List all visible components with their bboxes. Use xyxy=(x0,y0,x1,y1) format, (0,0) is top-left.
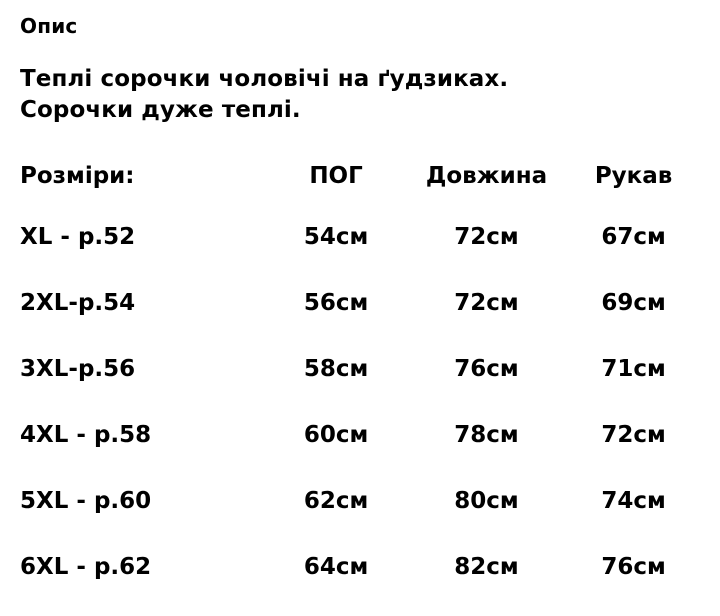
table-row xyxy=(18,402,702,468)
row-chest: 64см xyxy=(303,554,369,581)
intro-paragraph xyxy=(20,64,702,126)
table-row xyxy=(18,270,702,336)
row-chest: 62см xyxy=(303,488,369,515)
row-size: 3XL-р.56 xyxy=(20,356,136,383)
row-size: XL - р.52 xyxy=(20,224,136,251)
table-header-chest: ПОГ xyxy=(309,163,363,190)
row-sleeve: 71см xyxy=(601,356,666,383)
table-header-length: Довжина xyxy=(425,163,548,190)
intro-line-1: Теплі сорочки чоловічі на ґудзиках. xyxy=(20,66,509,92)
row-chest: 56см xyxy=(303,290,369,317)
table-header-sleeve: Рукав xyxy=(594,163,673,190)
row-chest: 54см xyxy=(303,224,369,251)
row-chest: 60см xyxy=(303,422,369,449)
intro-line-2: Сорочки дуже теплі. xyxy=(20,97,301,124)
row-size: 2XL-р.54 xyxy=(20,290,136,317)
row-size: 5XL - р.60 xyxy=(20,488,152,515)
row-size: 6XL - р.62 xyxy=(20,554,152,581)
row-length: 80см xyxy=(454,488,519,515)
row-size: 4XL - р.58 xyxy=(20,422,152,449)
table-header-sizes: Розміри: xyxy=(20,163,135,190)
row-sleeve: 74см xyxy=(601,488,666,515)
row-sleeve: 72см xyxy=(601,422,666,449)
page-title: Опис xyxy=(20,14,78,38)
row-length: 72см xyxy=(454,224,519,251)
row-length: 76см xyxy=(454,356,519,383)
table-row xyxy=(18,336,702,402)
table-row xyxy=(18,468,702,534)
row-sleeve: 69см xyxy=(601,290,666,317)
row-sleeve: 76см xyxy=(601,554,666,581)
row-length: 82см xyxy=(454,554,519,581)
row-length: 72см xyxy=(454,290,519,317)
table-row xyxy=(18,534,702,600)
row-chest: 58см xyxy=(303,356,369,383)
row-length: 78см xyxy=(454,422,519,449)
row-sleeve: 67см xyxy=(601,224,666,251)
table-row xyxy=(18,204,702,270)
size-table xyxy=(18,148,702,600)
table-header-row xyxy=(18,148,702,204)
